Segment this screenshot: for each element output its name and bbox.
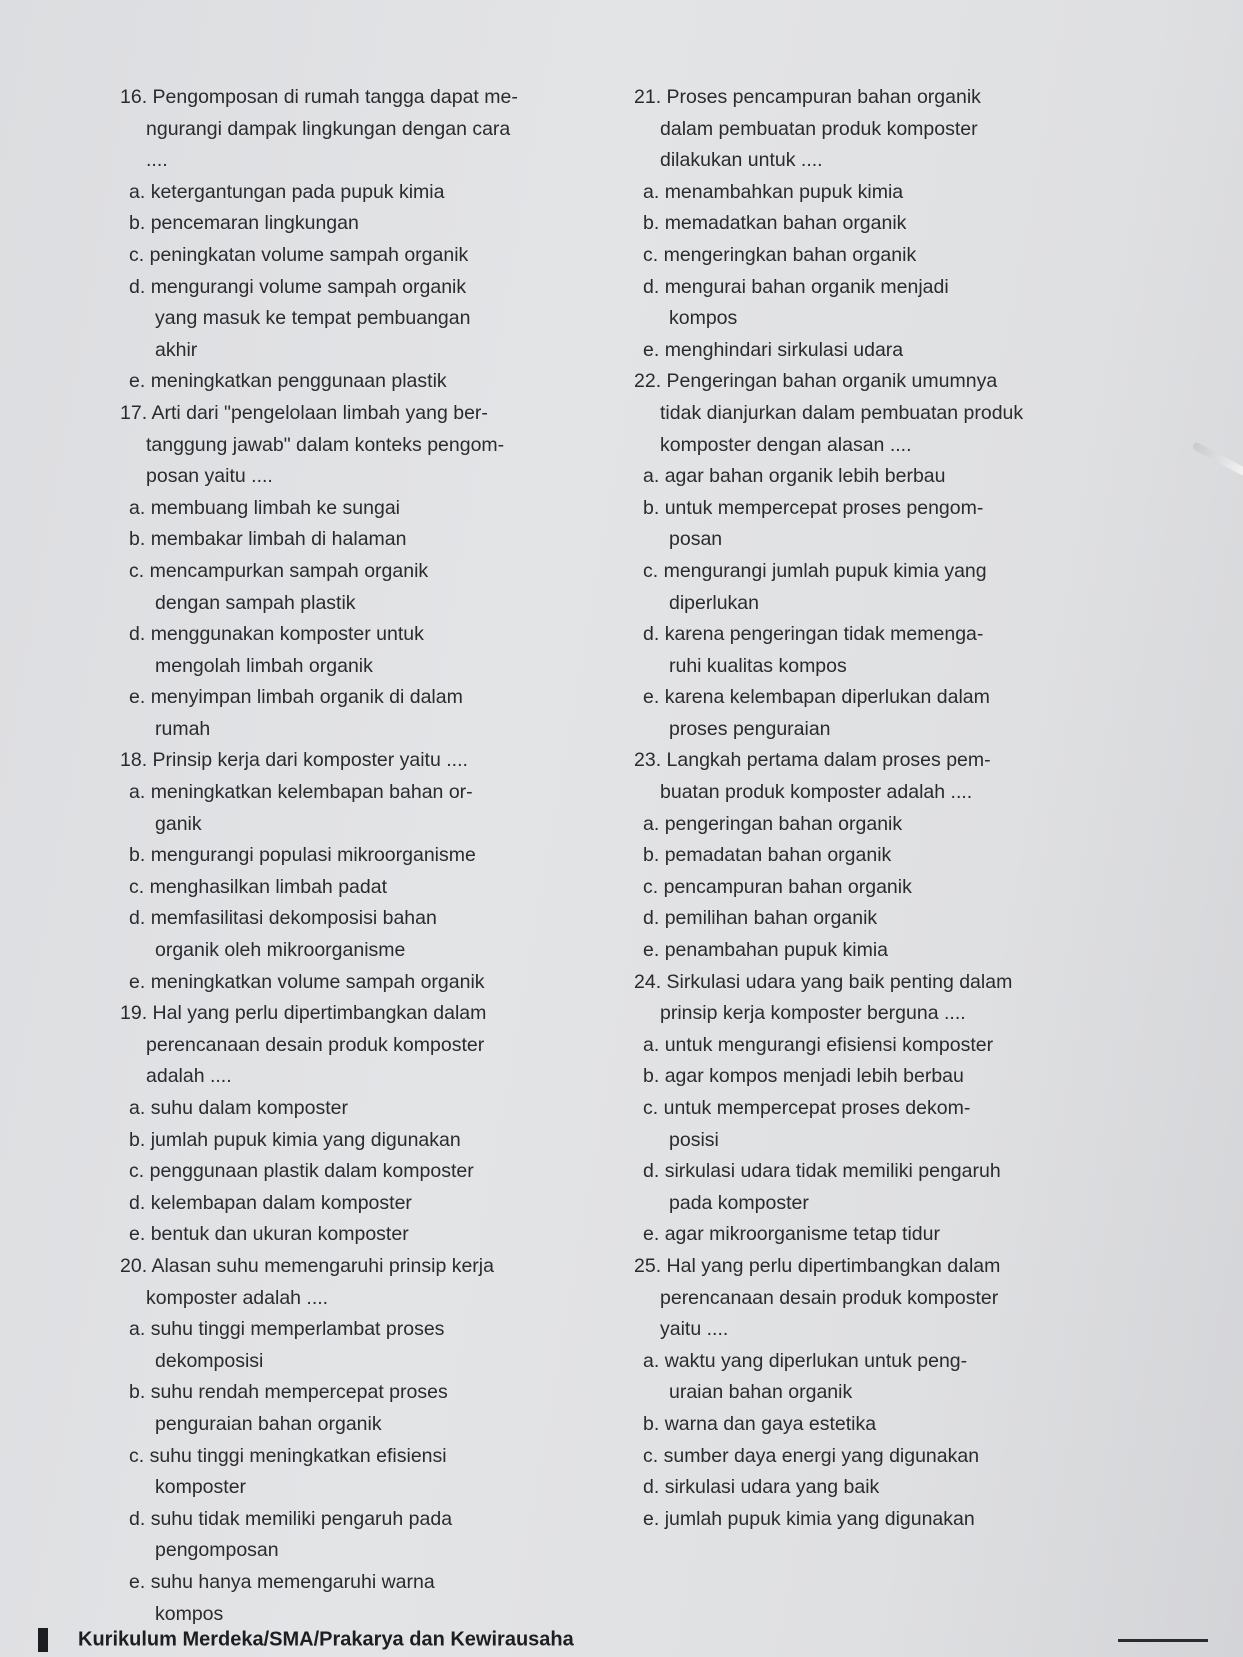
answer-option-c[interactable] <box>634 556 1139 619</box>
option-text-line: pencemaran lingkungan <box>150 212 359 235</box>
question-16 <box>120 82 640 398</box>
option-letter: d. <box>643 623 660 646</box>
option-letter: c. <box>129 1160 145 1183</box>
option-text-line: waktu yang diperlukan untuk peng- <box>664 1349 968 1372</box>
answer-option-e[interactable] <box>634 335 1139 367</box>
answer-option-e[interactable] <box>634 1219 1139 1251</box>
option-letter: a. <box>643 1033 660 1056</box>
option-text-line: membakar limbah di halaman <box>150 528 407 551</box>
answer-option-b[interactable] <box>634 208 1139 240</box>
answer-option-c[interactable] <box>120 872 640 904</box>
option-text-line: komposter <box>155 1476 247 1499</box>
question-stem-line: komposter dengan alasan .... <box>660 433 912 456</box>
option-text-line: suhu tidak memiliki pengaruh pada <box>150 1507 453 1530</box>
option-text-line: diperlukan <box>669 591 759 614</box>
answer-option-d[interactable] <box>634 272 1139 335</box>
option-text-line: agar kompos menjadi lebih berbau <box>664 1065 964 1088</box>
question-stem-line: Hal yang perlu dipertimbangkan dalam <box>666 1254 1001 1277</box>
question-stem-line: buatan produk komposter adalah .... <box>660 781 973 804</box>
option-text-line: kompos <box>155 1602 224 1625</box>
page-footer <box>38 1628 1218 1652</box>
question-stem-line: adalah .... <box>146 1065 232 1088</box>
option-text-line: mengurangi jumlah pupuk kimia yang <box>663 559 987 582</box>
option-text-line: warna dan gaya estetika <box>664 1412 877 1435</box>
option-text-line: mengurai bahan organik menjadi <box>664 275 949 298</box>
question-stem-line: Proses pencampuran bahan organik <box>666 86 981 108</box>
option-text-line: untuk mempercepat proses pengom- <box>664 496 984 519</box>
option-letter: c. <box>643 875 659 898</box>
answer-option-a[interactable] <box>120 1314 640 1377</box>
option-text-line: memadatkan bahan organik <box>664 212 907 235</box>
option-text-line: untuk mengurangi efisiensi komposter <box>664 1033 994 1056</box>
answer-option-c[interactable] <box>634 872 1139 904</box>
answer-option-a[interactable] <box>120 1093 640 1125</box>
option-letter: a. <box>643 812 660 835</box>
footer-bar-icon <box>38 1628 48 1652</box>
option-text-line: sumber daya energi yang digunakan <box>663 1444 980 1467</box>
answer-option-e[interactable] <box>634 1504 1139 1536</box>
option-text-line: rumah <box>155 717 211 740</box>
answer-option-d[interactable] <box>634 1472 1139 1504</box>
answer-option-d[interactable] <box>120 1188 640 1220</box>
question-stem-line: dalam pembuatan produk komposter <box>660 117 978 140</box>
option-letter: e. <box>643 686 660 709</box>
option-letter: c. <box>129 1444 145 1467</box>
answer-option-d[interactable] <box>634 903 1139 935</box>
question-stem-line: Pengomposan di rumah tangga dapat me- <box>152 86 518 108</box>
option-text-line: pemilihan bahan organik <box>664 907 878 930</box>
question-number: 18. <box>120 749 148 772</box>
answer-option-e[interactable] <box>120 967 640 999</box>
option-letter: e. <box>643 1507 660 1530</box>
answer-option-d[interactable] <box>120 272 640 367</box>
footer-rule <box>1118 1639 1208 1642</box>
option-text-line: kompos <box>669 307 738 330</box>
answer-option-c[interactable] <box>120 1441 640 1504</box>
option-text-line: yang masuk ke tempat pembuangan <box>155 307 471 330</box>
option-text-line: menghasilkan limbah padat <box>149 875 387 898</box>
option-letter: a. <box>129 1097 146 1119</box>
question-stem-line: prinsip kerja komposter berguna .... <box>660 1002 966 1025</box>
answer-option-c[interactable] <box>634 1093 1139 1156</box>
option-text-line: mengurangi populasi mikroorganisme <box>150 844 476 867</box>
option-letter: d. <box>129 1191 146 1214</box>
question-number: 24. <box>634 970 662 993</box>
option-text-line: suhu rendah mempercepat proses <box>150 1381 448 1404</box>
answer-option-b[interactable] <box>120 524 640 556</box>
answer-option-e[interactable] <box>120 366 640 398</box>
option-text-line: pada komposter <box>669 1191 809 1214</box>
option-letter: e. <box>129 1570 146 1593</box>
option-text-line: memfasilitasi dekomposisi bahan <box>150 907 437 930</box>
option-letter: d. <box>643 1476 660 1499</box>
option-text-line: posan <box>669 528 723 551</box>
question-stem-line: tanggung jawab" dalam konteks pengom- <box>146 433 505 456</box>
option-letter: a. <box>129 180 146 203</box>
answer-option-d[interactable] <box>634 1156 1139 1219</box>
footer-text: Kurikulum Merdeka/SMA/Prakarya dan Kewirausaha <box>78 1628 574 1651</box>
answer-option-d[interactable] <box>120 903 640 966</box>
option-text-line: posisi <box>669 1128 719 1151</box>
answer-option-a[interactable] <box>120 777 640 840</box>
answer-option-b[interactable] <box>120 840 640 872</box>
option-letter: a. <box>129 781 146 804</box>
option-text-line: karena pengeringan tidak memenga- <box>664 623 984 646</box>
option-text-line: organik oleh mikroorganisme <box>155 939 406 962</box>
question-21 <box>634 82 1139 366</box>
option-text-line: meningkatkan penggunaan plastik <box>150 370 447 393</box>
option-text-line: menyimpan limbah organik di dalam <box>150 686 463 709</box>
option-letter: d. <box>129 275 146 298</box>
answer-option-c[interactable] <box>120 556 640 619</box>
question-20 <box>120 1251 640 1630</box>
answer-option-e[interactable] <box>120 1567 640 1630</box>
answer-option-c[interactable] <box>120 1156 640 1188</box>
option-text-line: sirkulasi udara yang baik <box>664 1476 880 1499</box>
question-stem-line: ngurangi dampak lingkungan dengan cara <box>146 117 511 140</box>
answer-option-a[interactable] <box>634 1346 1139 1409</box>
answer-option-b[interactable] <box>120 208 640 240</box>
option-text-line: penggunaan plastik dalam komposter <box>149 1160 474 1183</box>
option-letter: d. <box>129 1507 146 1530</box>
question-stem-line: .... <box>146 149 168 172</box>
answer-option-d[interactable] <box>120 619 640 682</box>
option-letter: b. <box>129 528 146 551</box>
option-text-line: agar mikroorganisme tetap tidur <box>664 1223 940 1246</box>
answer-option-d[interactable] <box>120 1504 640 1567</box>
option-letter: e. <box>643 338 660 361</box>
option-letter: d. <box>643 907 660 930</box>
question-number: 23. <box>634 749 662 772</box>
option-letter: c. <box>129 875 145 898</box>
option-text-line: suhu tinggi memperlambat proses <box>150 1318 445 1341</box>
option-letter: e. <box>643 1223 660 1246</box>
right-column <box>634 82 1139 1535</box>
answer-option-a[interactable] <box>120 177 640 209</box>
answer-option-e[interactable] <box>120 1219 640 1251</box>
option-text-line: jumlah pupuk kimia yang digunakan <box>664 1507 975 1530</box>
option-text-line: proses penguraian <box>669 717 831 740</box>
option-text-line: meningkatkan kelembapan bahan or- <box>150 781 473 804</box>
option-letter: e. <box>643 939 660 962</box>
answer-option-e[interactable] <box>634 935 1139 967</box>
answer-option-a[interactable] <box>120 493 640 525</box>
option-text-line: membuang limbah ke sungai <box>150 496 400 519</box>
answer-option-a[interactable] <box>634 809 1139 841</box>
option-text-line: menggunakan komposter untuk <box>150 623 424 646</box>
option-letter: e. <box>129 370 146 393</box>
option-text-line: kelembapan dalam komposter <box>150 1191 412 1214</box>
option-letter: d. <box>643 275 660 298</box>
question-stem-line: Langkah pertama dalam proses pem- <box>666 749 991 772</box>
question-stem-line: Pengeringan bahan organik umumnya <box>666 370 998 393</box>
option-letter: b. <box>129 1381 146 1404</box>
question-number: 21. <box>634 86 662 108</box>
option-text-line: pengeringan bahan organik <box>664 812 903 835</box>
option-text-line: pemadatan bahan organik <box>664 844 892 867</box>
option-text-line: mengolah limbah organik <box>155 654 373 677</box>
answer-option-a[interactable] <box>634 177 1139 209</box>
question-number: 16. <box>120 86 148 108</box>
option-letter: d. <box>643 1160 660 1183</box>
option-text-line: untuk mempercepat proses dekom- <box>663 1097 971 1119</box>
option-text-line: bentuk dan ukuran komposter <box>150 1223 409 1246</box>
option-text-line: suhu hanya memengaruhi warna <box>150 1570 435 1593</box>
option-letter: c. <box>643 243 659 266</box>
answer-option-a[interactable] <box>634 461 1139 493</box>
option-text-line: akhir <box>155 338 198 361</box>
option-text-line: penguraian bahan organik <box>155 1412 382 1435</box>
option-letter: a. <box>643 465 660 488</box>
option-text-line: agar bahan organik lebih berbau <box>664 465 946 488</box>
option-letter: e. <box>129 970 146 993</box>
question-stem-line: posan yaitu .... <box>146 465 273 488</box>
option-letter: b. <box>643 844 660 867</box>
question-stem-line: tidak dianjurkan dalam pembuatan produk <box>660 401 1024 424</box>
option-letter: b. <box>643 496 660 519</box>
option-letter: b. <box>643 1065 660 1088</box>
question-stem-line: perencanaan desain produk komposter <box>660 1286 999 1309</box>
option-text-line: dengan sampah plastik <box>155 591 356 614</box>
option-text-line: mengeringkan bahan organik <box>663 243 917 266</box>
stylus-shadow <box>1192 441 1243 476</box>
answer-option-b[interactable] <box>634 1409 1139 1441</box>
question-stem-line: yaitu .... <box>660 1318 729 1341</box>
question-19 <box>120 998 640 1251</box>
answer-option-b[interactable] <box>634 840 1139 872</box>
option-text-line: ganik <box>155 812 202 835</box>
option-text-line: jumlah pupuk kimia yang digunakan <box>150 1128 461 1151</box>
answer-option-e[interactable] <box>120 682 640 745</box>
answer-option-c[interactable] <box>120 240 640 272</box>
option-letter: e. <box>129 686 146 709</box>
option-text-line: mengurangi volume sampah organik <box>150 275 467 298</box>
question-18 <box>120 745 640 998</box>
answer-option-d[interactable] <box>634 619 1139 682</box>
question-22 <box>634 366 1139 745</box>
answer-option-c[interactable] <box>634 240 1139 272</box>
option-letter: d. <box>129 907 146 930</box>
option-letter: a. <box>643 1349 660 1372</box>
option-letter: c. <box>643 1444 659 1467</box>
option-text-line: pengomposan <box>155 1539 279 1562</box>
answer-option-b[interactable] <box>120 1125 640 1157</box>
option-text-line: menambahkan pupuk kimia <box>664 180 904 203</box>
option-letter: c. <box>643 559 659 582</box>
question-number: 22. <box>634 370 662 393</box>
answer-option-a[interactable] <box>634 1030 1139 1062</box>
option-text-line: suhu dalam komposter <box>150 1097 348 1119</box>
option-text-line: ruhi kualitas kompos <box>669 654 847 677</box>
question-25 <box>634 1251 1139 1535</box>
option-letter: b. <box>129 1128 146 1151</box>
option-letter: a. <box>129 496 146 519</box>
option-text-line: menghindari sirkulasi udara <box>664 338 904 361</box>
answer-option-b[interactable] <box>634 1061 1139 1093</box>
question-17 <box>120 398 640 746</box>
question-24 <box>634 967 1139 1251</box>
option-letter: b. <box>643 212 660 235</box>
option-text-line: karena kelembapan diperlukan dalam <box>664 686 990 709</box>
question-number: 19. <box>120 1002 148 1025</box>
option-letter: c. <box>643 1097 659 1119</box>
option-text-line: peningkatan volume sampah organik <box>149 243 469 266</box>
option-text-line: mencampurkan sampah organik <box>149 559 429 582</box>
question-number: 17. <box>120 401 148 424</box>
question-number: 25. <box>634 1254 662 1277</box>
option-text-line: uraian bahan organik <box>669 1381 853 1404</box>
option-text-line: sirkulasi udara tidak memiliki pengaruh <box>664 1160 1001 1183</box>
question-23 <box>634 745 1139 966</box>
option-letter: e. <box>129 1223 146 1246</box>
question-number: 20. <box>120 1254 148 1277</box>
answer-option-c[interactable] <box>634 1441 1139 1473</box>
question-stem-line: Alasan suhu memengaruhi prinsip kerja <box>151 1254 494 1277</box>
question-stem-line: dilakukan untuk .... <box>660 149 823 172</box>
question-stem-line: komposter adalah .... <box>146 1286 329 1309</box>
option-text-line: dekomposisi <box>155 1349 264 1372</box>
question-stem-line: Arti dari "pengelolaan limbah yang ber- <box>151 401 488 424</box>
option-letter: d. <box>129 623 146 646</box>
option-letter: a. <box>129 1318 146 1341</box>
option-letter: b. <box>643 1412 660 1435</box>
answer-option-b[interactable] <box>634 493 1139 556</box>
option-letter: a. <box>643 180 660 203</box>
option-letter: c. <box>129 559 145 582</box>
left-column <box>120 82 640 1630</box>
option-letter: c. <box>129 243 145 266</box>
option-letter: b. <box>129 844 146 867</box>
question-stem-line: Prinsip kerja dari komposter yaitu .... <box>152 749 468 772</box>
option-letter: b. <box>129 212 146 235</box>
option-text-line: penambahan pupuk kimia <box>664 939 889 962</box>
question-stem-line: perencanaan desain produk komposter <box>146 1033 485 1056</box>
answer-option-e[interactable] <box>634 682 1139 745</box>
option-text-line: pencampuran bahan organik <box>663 875 912 898</box>
question-stem-line: Sirkulasi udara yang baik penting dalam <box>666 970 1013 993</box>
answer-option-b[interactable] <box>120 1377 640 1440</box>
option-text-line: ketergantungan pada pupuk kimia <box>150 180 445 203</box>
question-stem-line: Hal yang perlu dipertimbangkan dalam <box>152 1002 487 1025</box>
option-text-line: meningkatkan volume sampah organik <box>150 970 485 993</box>
option-text-line: suhu tinggi meningkatkan efisiensi <box>149 1444 447 1467</box>
